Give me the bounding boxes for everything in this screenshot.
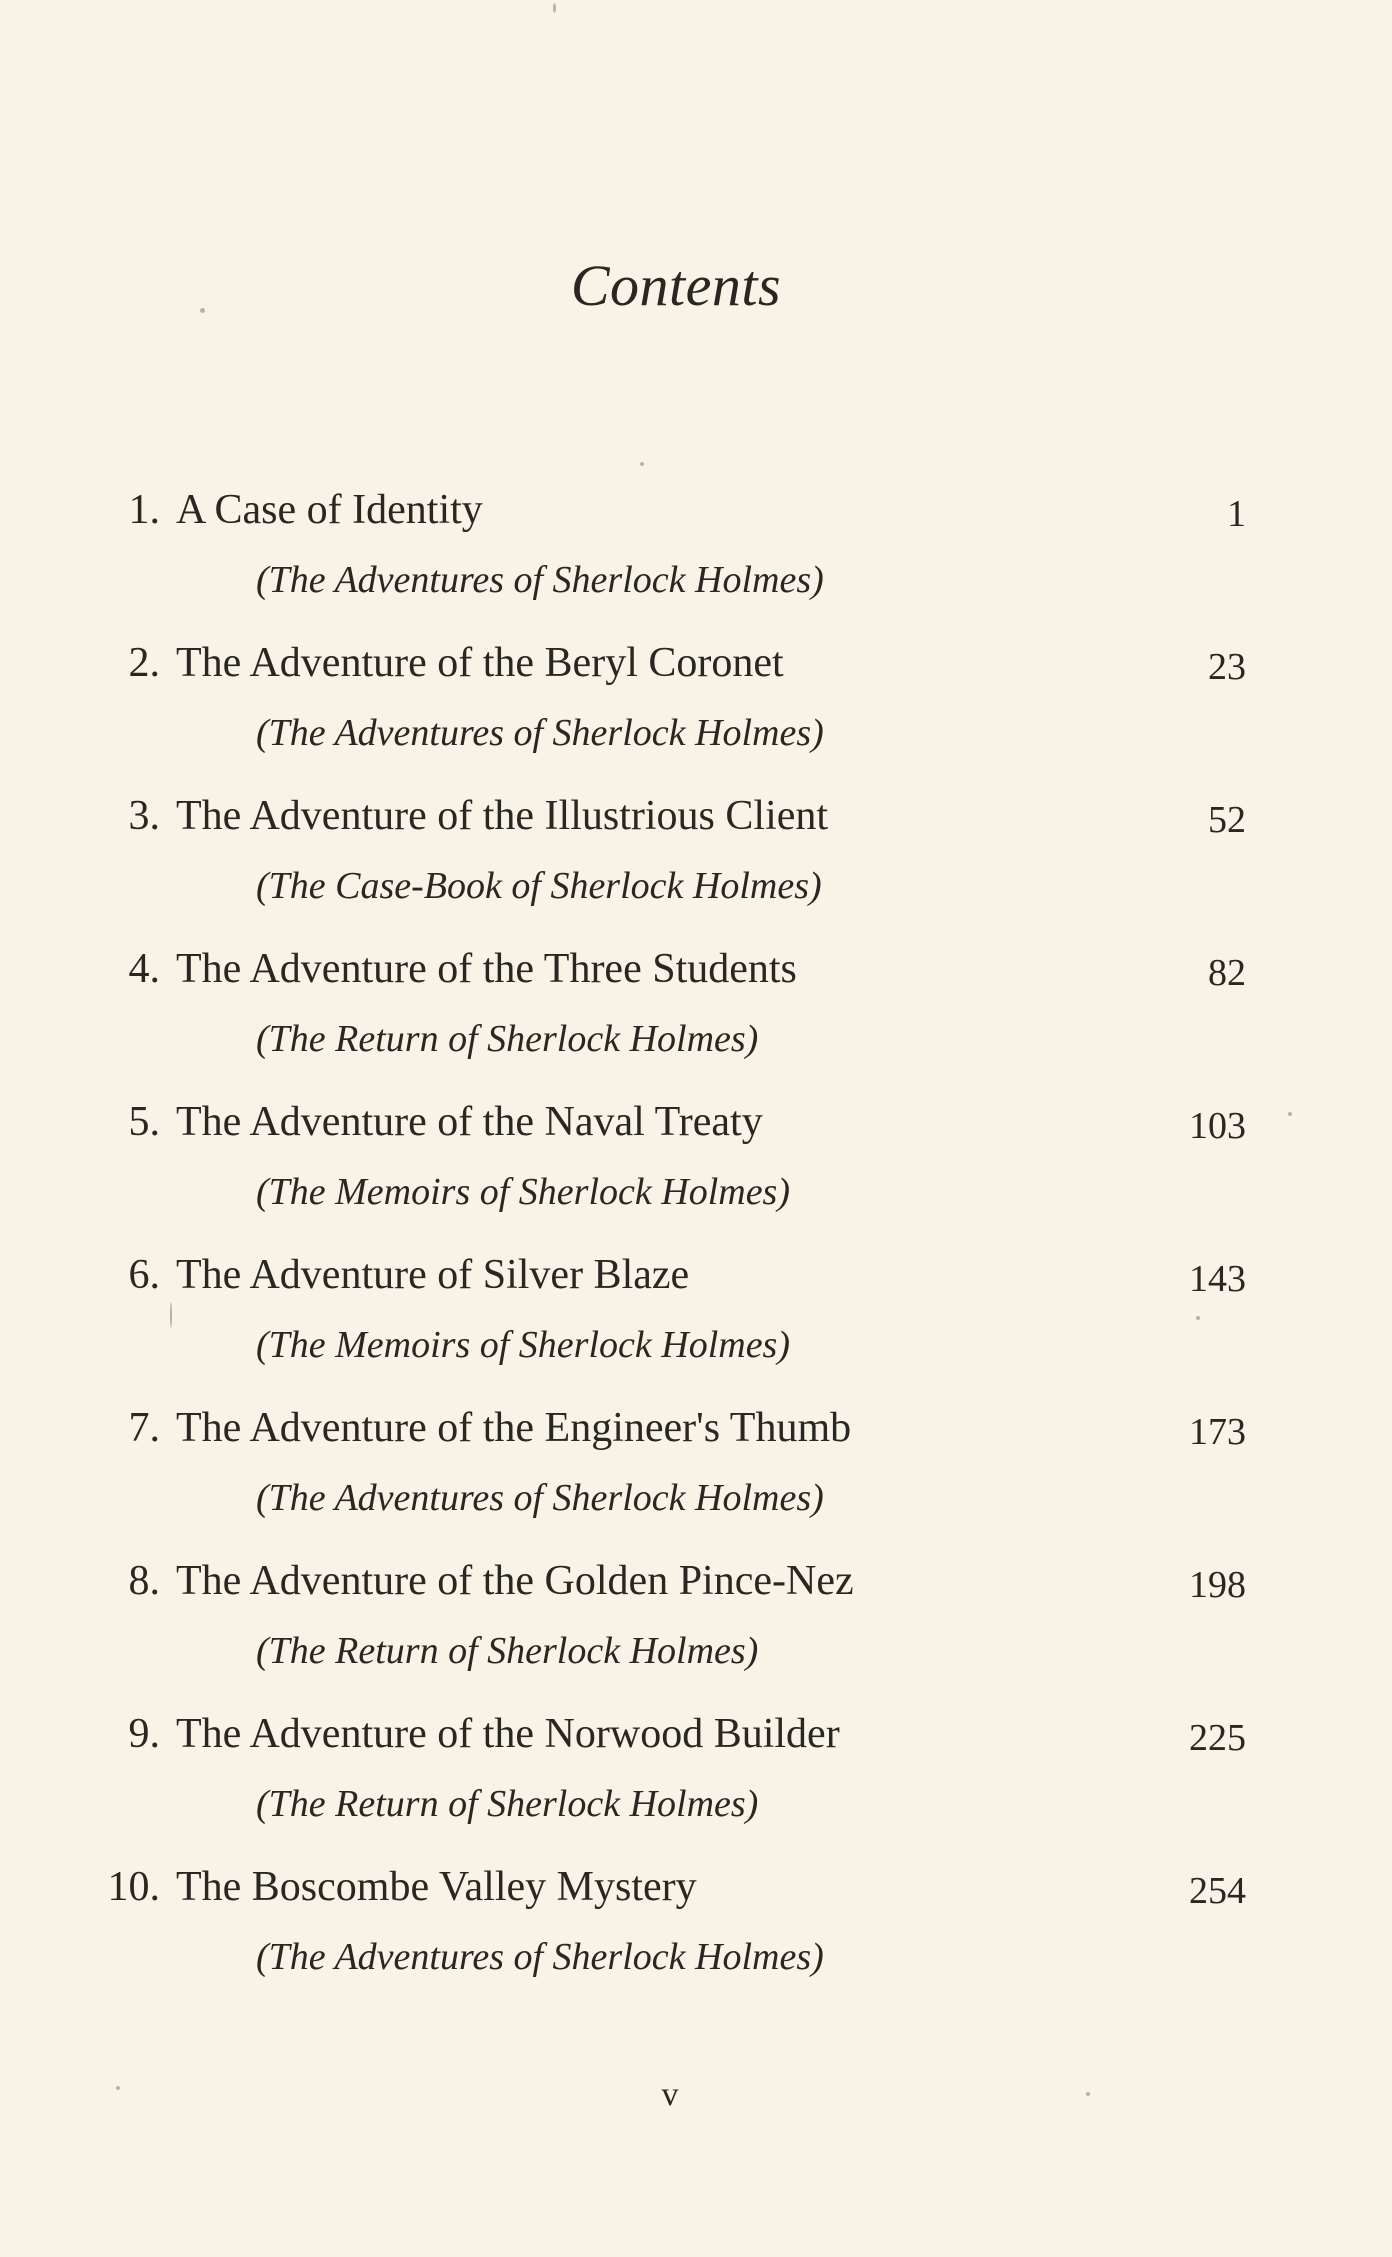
page-number: 1	[1227, 493, 1246, 535]
page-number: 52	[1208, 799, 1246, 841]
collection-source: (The Adventures of Sherlock Holmes)	[256, 712, 824, 754]
entry-number: 5.	[128, 1099, 160, 1145]
paper-speck	[170, 1302, 172, 1328]
page-number: 173	[1189, 1411, 1246, 1453]
story-title: The Adventure of the Three Students	[176, 946, 797, 992]
story-title: The Boscombe Valley Mystery	[176, 1864, 697, 1910]
story-title: The Adventure of Silver Blaze	[176, 1252, 690, 1298]
collection-source: (The Return of Sherlock Holmes)	[256, 1018, 759, 1060]
story-title: The Adventure of the Engineer's Thumb	[176, 1405, 852, 1451]
story-title: The Adventure of the Naval Treaty	[176, 1099, 763, 1145]
entry-number: 7.	[128, 1405, 160, 1451]
paper-speck	[553, 3, 556, 13]
collection-source: (The Case-Book of Sherlock Holmes)	[256, 865, 822, 907]
entry-number: 10.	[107, 1864, 160, 1910]
paper-speck	[640, 462, 644, 466]
paper-speck	[1288, 1112, 1292, 1116]
entry-number: 6.	[128, 1252, 160, 1298]
page-title: Contents	[570, 253, 782, 318]
collection-source: (The Return of Sherlock Holmes)	[256, 1783, 759, 1825]
toc-entry-2	[0, 633, 1392, 786]
paper-speck	[1086, 2092, 1090, 2096]
page-number: 143	[1189, 1258, 1246, 1300]
collection-source: (The Adventures of Sherlock Holmes)	[256, 1936, 824, 1978]
entry-number: 3.	[128, 793, 160, 839]
paper-speck	[116, 2086, 120, 2090]
page-folio: v	[661, 2076, 679, 2113]
table-of-contents	[0, 480, 1392, 2010]
page-number: 225	[1189, 1717, 1246, 1759]
story-title: The Adventure of the Illustrious Client	[176, 793, 829, 839]
toc-entry-1	[0, 480, 1392, 633]
page-number: 82	[1208, 952, 1246, 994]
page-number: 198	[1189, 1564, 1246, 1606]
toc-entry-8	[0, 1551, 1392, 1704]
toc-entry-4	[0, 939, 1392, 1092]
toc-entry-6	[0, 1245, 1392, 1398]
toc-entry-10	[0, 1857, 1392, 2010]
entry-number: 1.	[128, 487, 160, 533]
paper-speck	[200, 308, 205, 313]
toc-entry-5	[0, 1092, 1392, 1245]
collection-source: (The Return of Sherlock Holmes)	[256, 1630, 759, 1672]
toc-entry-3	[0, 786, 1392, 939]
story-title: A Case of Identity	[176, 487, 483, 533]
toc-entry-9	[0, 1704, 1392, 1857]
story-title: The Adventure of the Beryl Coronet	[176, 640, 784, 686]
collection-source: (The Adventures of Sherlock Holmes)	[256, 559, 824, 601]
story-title: The Adventure of the Norwood Builder	[176, 1711, 840, 1757]
toc-entry-7	[0, 1398, 1392, 1551]
collection-source: (The Memoirs of Sherlock Holmes)	[256, 1324, 791, 1366]
page-number: 103	[1189, 1105, 1246, 1147]
entry-number: 9.	[128, 1711, 160, 1757]
collection-source: (The Memoirs of Sherlock Holmes)	[256, 1171, 791, 1213]
page-number: 23	[1208, 646, 1246, 688]
entry-number: 4.	[128, 946, 160, 992]
entry-number: 2.	[128, 640, 160, 686]
story-title: The Adventure of the Golden Pince-Nez	[176, 1558, 854, 1604]
page-number: 254	[1189, 1870, 1246, 1912]
collection-source: (The Adventures of Sherlock Holmes)	[256, 1477, 824, 1519]
entry-number: 8.	[128, 1558, 160, 1604]
paper-speck	[1196, 1316, 1200, 1320]
